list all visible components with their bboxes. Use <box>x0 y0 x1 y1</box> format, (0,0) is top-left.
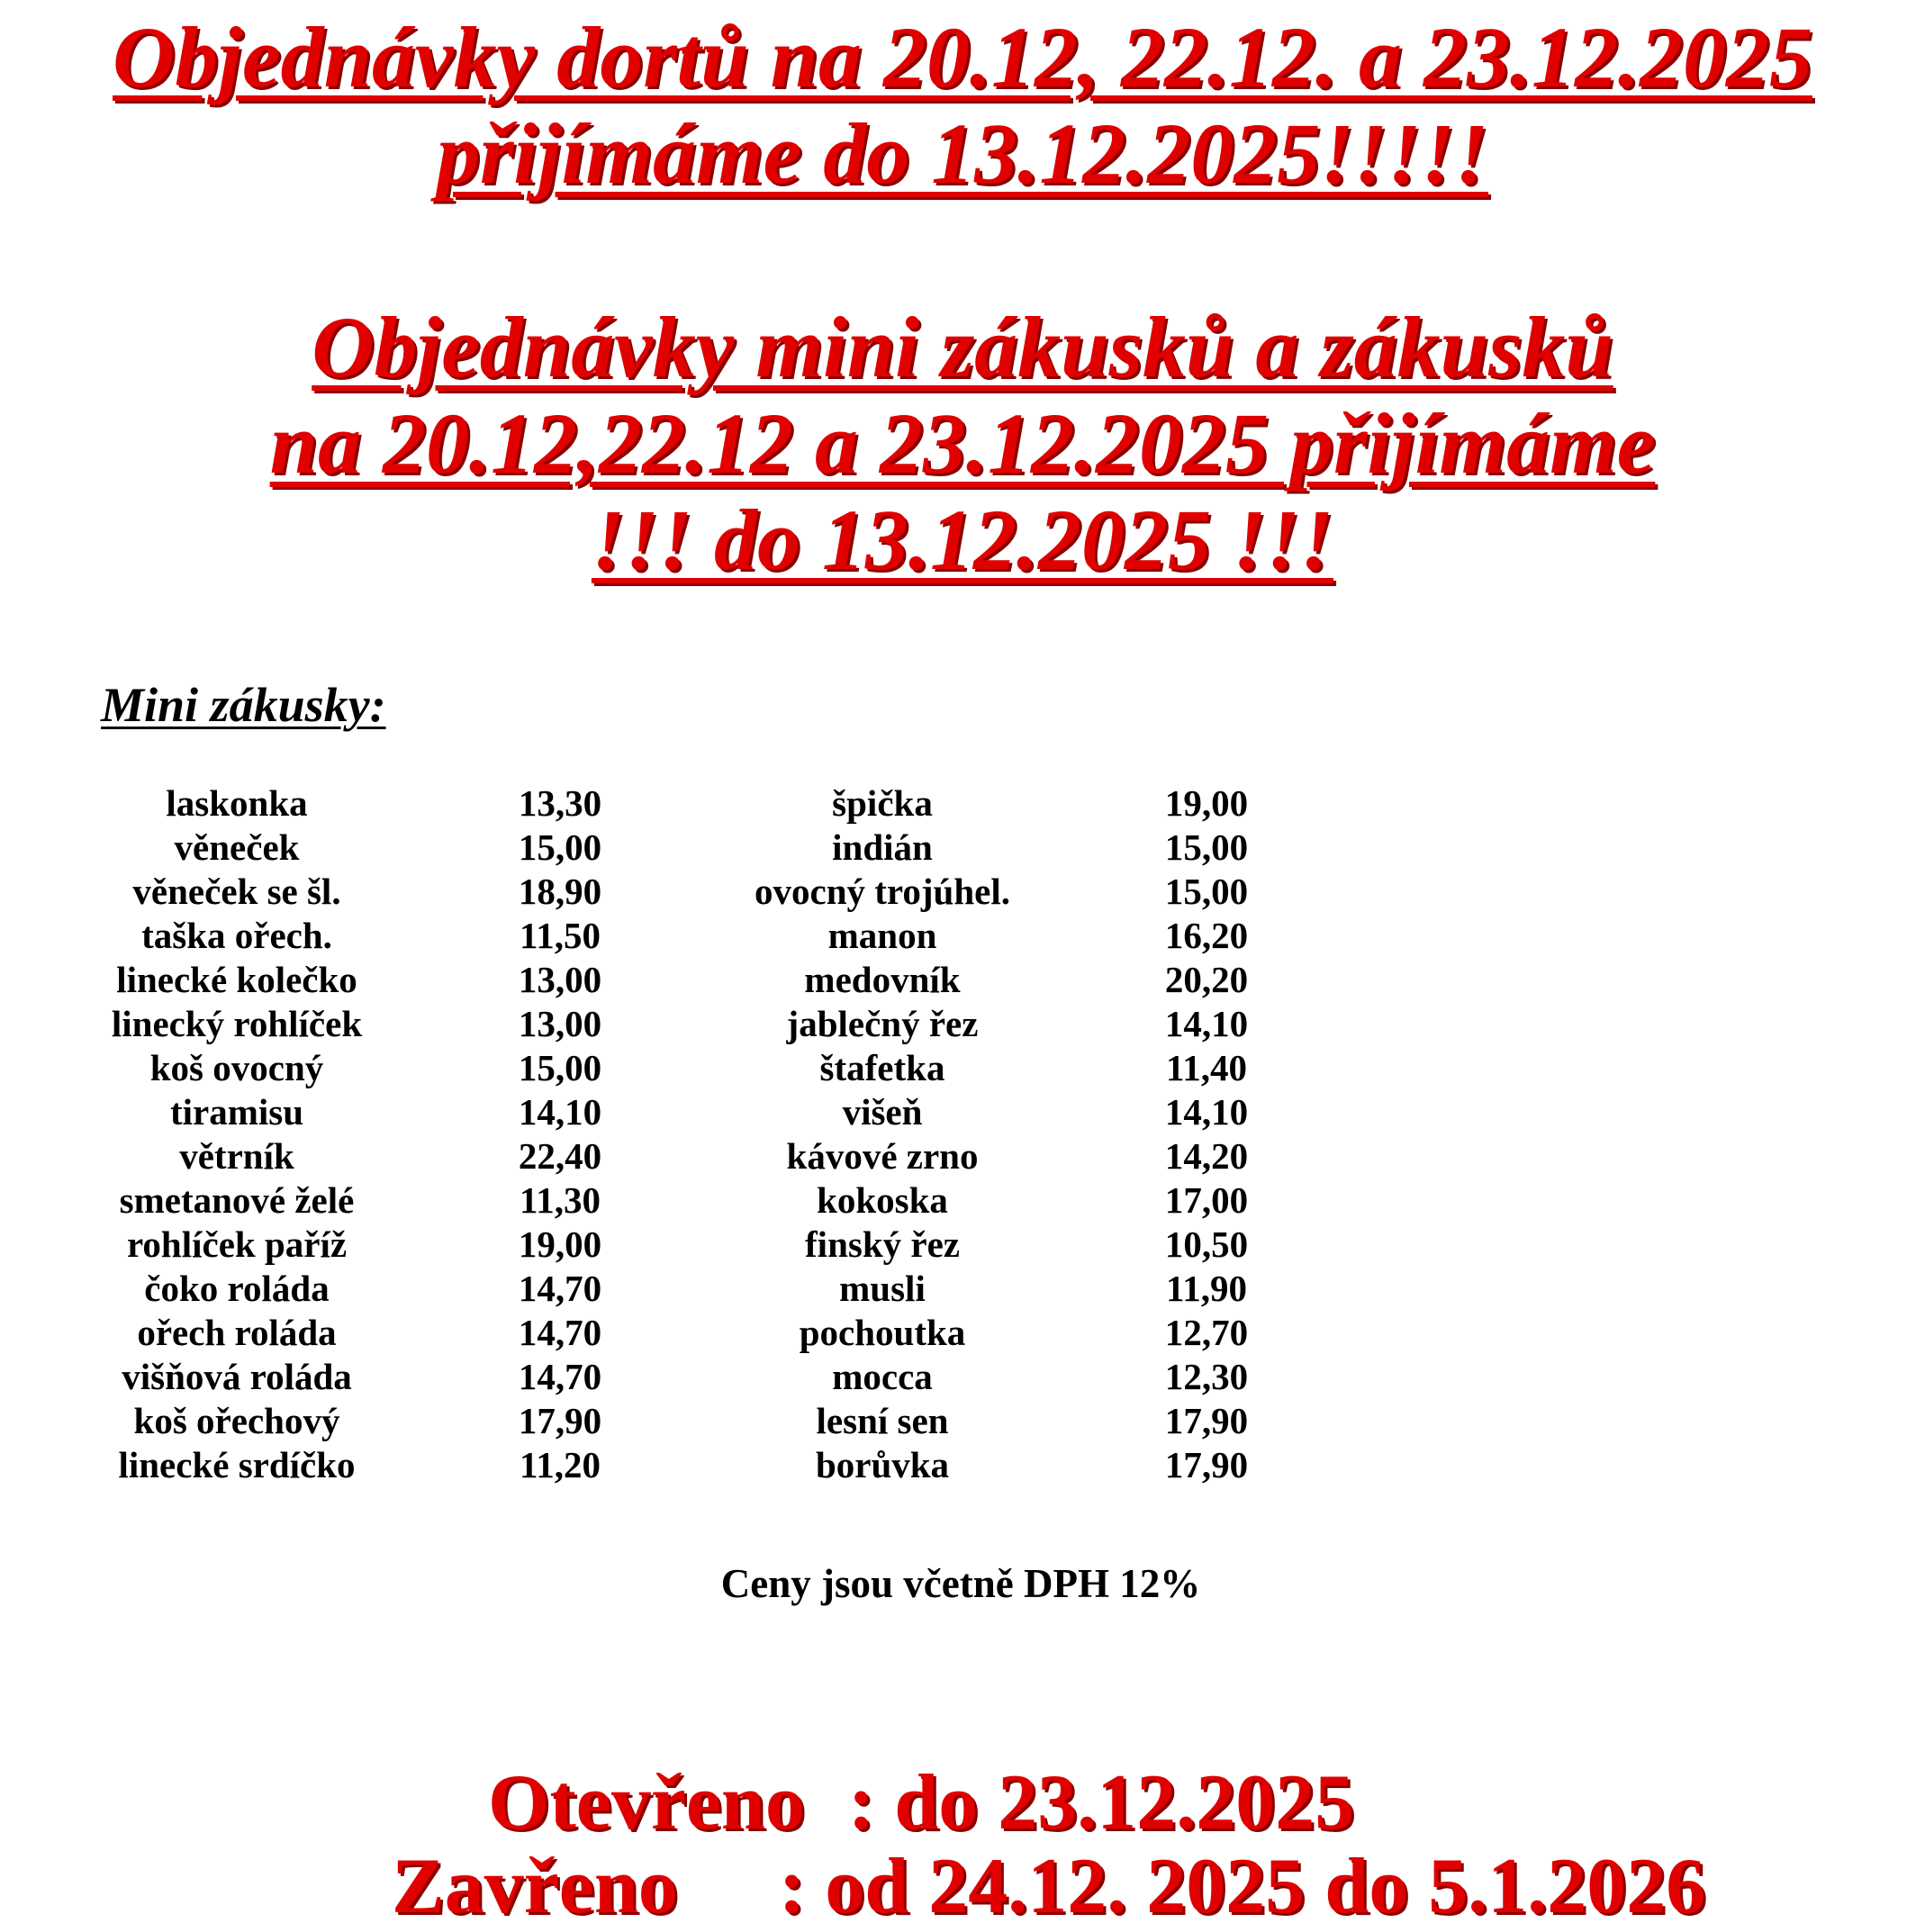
table-row <box>0 958 1351 1002</box>
item-price: 22,40 <box>518 1135 602 1177</box>
item-name: kokoska <box>817 1179 948 1221</box>
item-price: 19,00 <box>518 1223 602 1265</box>
table-row <box>0 1355 1351 1399</box>
item-price: 15,00 <box>1164 826 1249 868</box>
item-price: 15,00 <box>1164 871 1249 912</box>
item-name: kávové zrno <box>786 1135 979 1177</box>
table-row <box>0 914 1351 958</box>
item-price: 13,00 <box>518 1003 602 1044</box>
item-name: linecké srdíčko <box>118 1444 356 1485</box>
table-row <box>0 1046 1351 1090</box>
item-price: 20,20 <box>1164 959 1249 1000</box>
item-price: 11,50 <box>520 915 601 956</box>
item-name: finský řez <box>805 1223 960 1265</box>
item-price: 11,40 <box>1166 1047 1247 1088</box>
table-row <box>0 781 1351 826</box>
table-row <box>0 870 1351 914</box>
item-name: taška ořech. <box>141 915 332 956</box>
item-price: 15,00 <box>518 826 602 868</box>
item-name: štafetka <box>819 1047 945 1088</box>
item-price: 14,70 <box>518 1312 602 1353</box>
item-name: mocca <box>832 1356 933 1397</box>
closed-label: Zavřeno <box>392 1843 678 1930</box>
item-price: 14,10 <box>1164 1003 1249 1044</box>
opening-hours-open <box>488 1758 1354 1848</box>
item-price: 17,00 <box>1164 1179 1249 1221</box>
item-name: smetanové želé <box>119 1179 355 1221</box>
item-name: manon <box>827 915 937 956</box>
item-name: jablečný řez <box>786 1003 979 1044</box>
item-name: rohlíček paříž <box>126 1223 348 1265</box>
table-row <box>0 1090 1351 1134</box>
cake-orders-heading-line-1: Objednávky dortů na 20.12, 22.12. a 23.12.2025 <box>112 9 1813 105</box>
item-name: čoko roláda <box>144 1268 330 1309</box>
item-name: višňová roláda <box>122 1356 352 1397</box>
mini-cakes-orders-heading-line-3: !!! do 13.12.2025 !!! <box>591 492 1334 588</box>
vat-note <box>0 1559 1925 1608</box>
item-name: věneček se šl. <box>132 871 341 912</box>
closed-value: : od 24.12. 2025 do 5.1.2026 <box>779 1843 1706 1930</box>
table-row <box>0 1178 1351 1223</box>
item-price: 17,90 <box>1164 1444 1249 1485</box>
item-name: laskonka <box>166 782 308 824</box>
item-price: 11,30 <box>520 1179 601 1221</box>
mini-cakes-orders-heading-line-1: Objednávky mini zákusků a zákusků <box>312 299 1613 395</box>
table-row <box>0 1267 1351 1311</box>
open-value: : do 23.12.2025 <box>848 1759 1355 1846</box>
item-price: 19,00 <box>1164 782 1249 824</box>
item-price: 14,20 <box>1164 1135 1249 1177</box>
item-name: věneček <box>174 826 300 868</box>
cake-orders-heading-line-2: přijímáme do 13.12.2025!!!!! <box>436 105 1489 202</box>
item-price: 17,90 <box>1164 1400 1249 1441</box>
table-row <box>0 826 1351 870</box>
section-title: Mini zákusky: <box>101 678 386 732</box>
item-name: tiramisu <box>169 1091 304 1133</box>
item-name: lesní sen <box>816 1400 949 1441</box>
opening-hours-closed <box>392 1842 1705 1932</box>
item-price: 11,20 <box>520 1444 601 1485</box>
table-row <box>0 1399 1351 1443</box>
item-price: 13,00 <box>518 959 602 1000</box>
item-price: 14,10 <box>1164 1091 1249 1133</box>
item-price: 17,90 <box>518 1400 602 1441</box>
item-name: koš ořechový <box>133 1400 340 1441</box>
table-row <box>0 1134 1351 1178</box>
item-name: borůvka <box>815 1444 950 1485</box>
mini-cakes-orders-heading-line-2: na 20.12,22.12 a 23.12.2025 přijímáme <box>269 395 1656 492</box>
item-name: koš ovocný <box>149 1047 324 1088</box>
item-price: 18,90 <box>518 871 602 912</box>
item-price: 12,70 <box>1164 1312 1249 1353</box>
item-name: linecké kolečko <box>116 959 357 1000</box>
item-name: větrník <box>179 1135 294 1177</box>
item-name: indián <box>832 826 933 868</box>
item-price: 14,10 <box>518 1091 602 1133</box>
item-name: višeň <box>842 1091 923 1133</box>
item-name: musli <box>839 1268 926 1309</box>
open-label: Otevřeno <box>488 1759 805 1846</box>
table-row <box>0 1002 1351 1046</box>
item-price: 11,90 <box>1166 1268 1247 1309</box>
item-price: 14,70 <box>518 1356 602 1397</box>
item-name: špička <box>832 782 933 824</box>
item-price: 12,30 <box>1164 1356 1249 1397</box>
item-price: 16,20 <box>1164 915 1249 956</box>
item-price: 10,50 <box>1164 1223 1249 1265</box>
table-row <box>0 1443 1351 1487</box>
item-name: linecký rohlíček <box>111 1003 363 1044</box>
mini-cakes-orders-heading <box>0 299 1925 588</box>
item-name: ovocný trojúhel. <box>755 871 1010 912</box>
item-price: 14,70 <box>518 1268 602 1309</box>
item-price: 13,30 <box>518 782 602 824</box>
item-name: pochoutka <box>799 1312 966 1353</box>
item-name: medovník <box>804 959 961 1000</box>
item-name: ořech roláda <box>137 1312 337 1353</box>
item-price: 15,00 <box>518 1047 602 1088</box>
cake-orders-heading <box>0 9 1925 202</box>
table-row <box>0 1311 1351 1355</box>
table-row <box>0 1223 1351 1267</box>
vat-note-text: Ceny jsou včetně DPH 12% <box>720 1561 1201 1606</box>
